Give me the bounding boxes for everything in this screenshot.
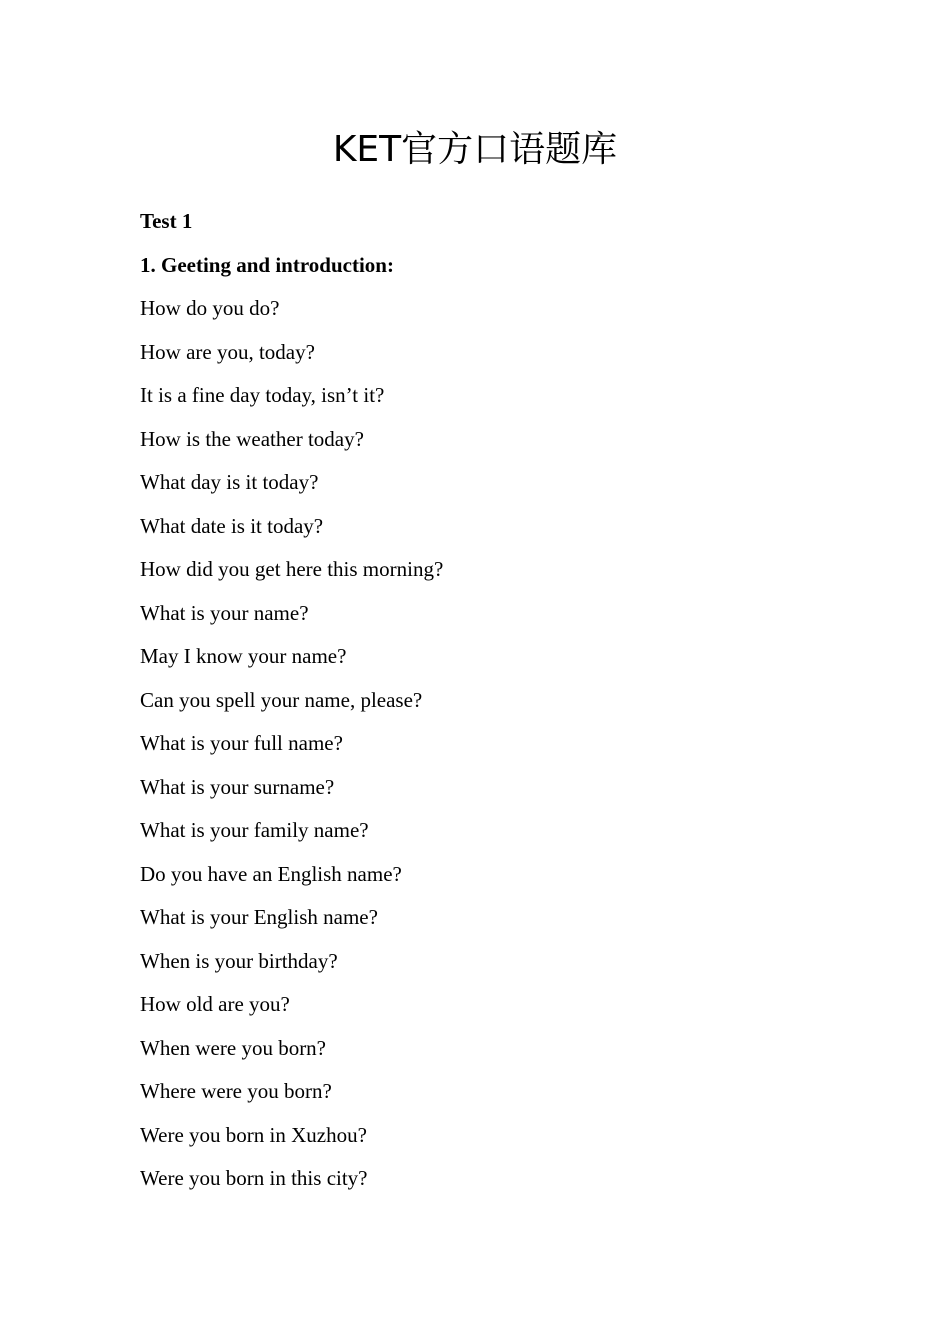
section-heading: 1. Geeting and introduction: xyxy=(140,252,394,277)
question-list xyxy=(140,287,840,1201)
question-item: What day is it today? xyxy=(140,470,319,494)
question-item: Where were you born? xyxy=(140,1079,332,1103)
question-item: Were you born in Xuzhou? xyxy=(140,1122,367,1147)
question-item: What is your family name? xyxy=(140,818,369,842)
question-item: Do you have an English name? xyxy=(140,861,402,886)
test-label: Test 1 xyxy=(140,209,193,233)
question-item: How do you do? xyxy=(140,296,280,320)
question-item: How did you get here this morning? xyxy=(140,557,444,581)
question-item: What is your English name? xyxy=(140,905,378,929)
question-item: What is your surname? xyxy=(140,774,335,799)
question-item: How old are you? xyxy=(140,992,290,1016)
question-item: What is your name? xyxy=(140,600,309,625)
question-item: How is the weather today? xyxy=(140,426,364,451)
question-item: When is your birthday? xyxy=(140,948,338,973)
question-item: It is a fine day today, isn’t it? xyxy=(140,383,385,407)
question-item: What date is it today? xyxy=(140,513,324,538)
question-item: When were you born? xyxy=(140,1035,327,1060)
question-item: What is your full name? xyxy=(140,731,343,755)
document-title: KET官方口语题库 xyxy=(332,129,618,170)
question-item: How are you, today? xyxy=(140,339,315,364)
question-item: May I know your name? xyxy=(140,644,347,668)
document-body xyxy=(140,200,840,1201)
question-item: Were you born in this city? xyxy=(140,1166,368,1190)
question-item: Can you spell your name, please? xyxy=(140,687,423,712)
